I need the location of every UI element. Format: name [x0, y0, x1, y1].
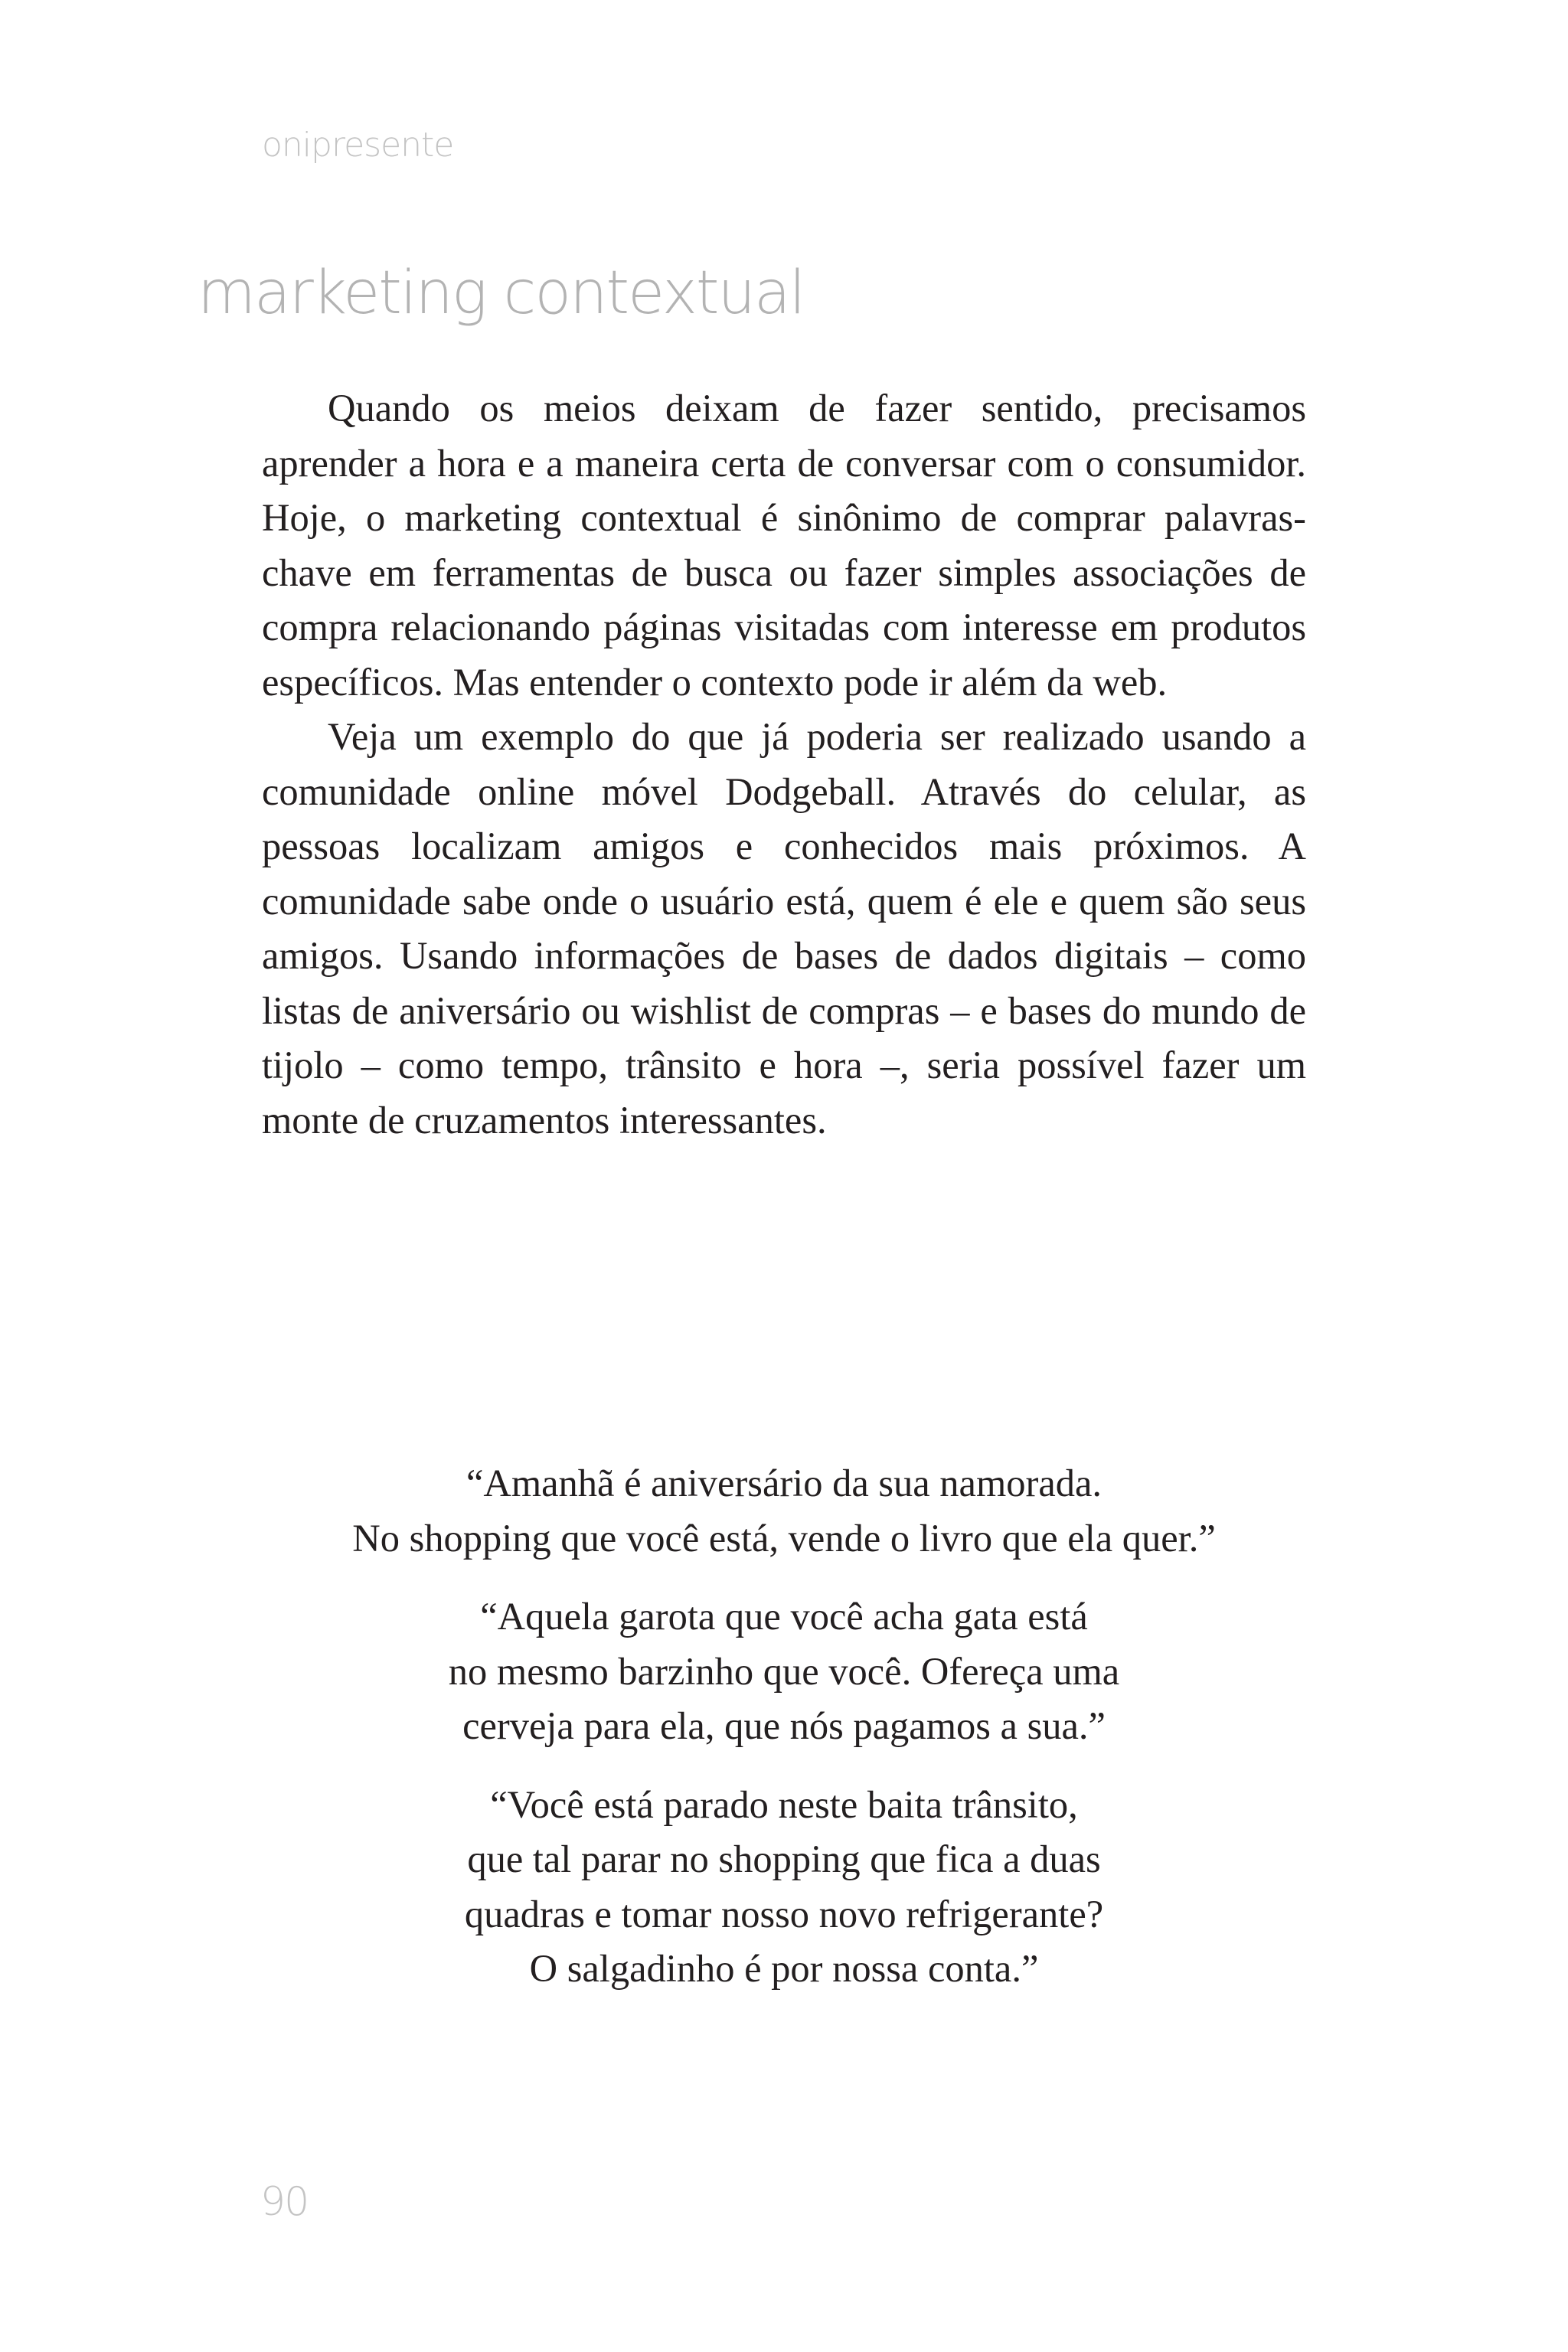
page-number: 90	[260, 2179, 309, 2225]
body-text	[262, 381, 1306, 1148]
body-paragraph: Veja um exemplo do que já poderia ser realizado usando a comunidade online móvel Dodgeball. Através do celular, as pessoas localizam amigos e conhecidos mais próximos. A comunidade sabe onde o usuário está, quem é ele e quem são seus amigos. Usando informações de bases de dados digitais – como listas de aniversário ou wishlist de compras – e bases do mundo de tijolo – como tempo, trânsito e hora –, seria possível fazer um monte de cruzamentos interessantes.	[262, 715, 1306, 1142]
quote-line: No shopping que você está, vende o livro que ela quer.”	[352, 1516, 1216, 1560]
quote-line: que tal parar no shopping que fica a duas	[467, 1838, 1101, 1880]
quote-line: no mesmo barzinho que você. Ofereça uma	[448, 1649, 1120, 1693]
example-quotes	[262, 1456, 1306, 2020]
body-paragraph: Quando os meios deixam de fazer sentido, precisamos aprender a hora e a maneira certa de conversar com o consumidor. Hoje, o marketing contextual é sinônimo de comprar palavras-chave em ferramentas de busca ou fazer simples associações de compra relacionando páginas visitadas com interesse em produtos específicos. Mas entender o contexto pode ir além da web.	[262, 387, 1306, 704]
section-title: marketing contextual	[198, 259, 805, 328]
quote-line: “Amanhã é aniversário da sua namorada.	[466, 1462, 1102, 1504]
quote-line: cerveja para ela, que nós pagamos a sua.”	[462, 1704, 1106, 1747]
quote-line: quadras e tomar nosso novo refrigerante?	[464, 1892, 1104, 1936]
quote-line: “Aquela garota que você acha gata está	[480, 1595, 1088, 1638]
running-head: onipresente	[262, 126, 454, 165]
quote-line: O salgadinho é por nossa conta.”	[529, 1947, 1039, 1990]
quote-line: “Você está parado neste baita trânsito,	[490, 1782, 1078, 1826]
quote-traffic	[262, 1778, 1306, 1997]
quote-birthday	[262, 1456, 1306, 1566]
quote-bar	[262, 1589, 1306, 1754]
